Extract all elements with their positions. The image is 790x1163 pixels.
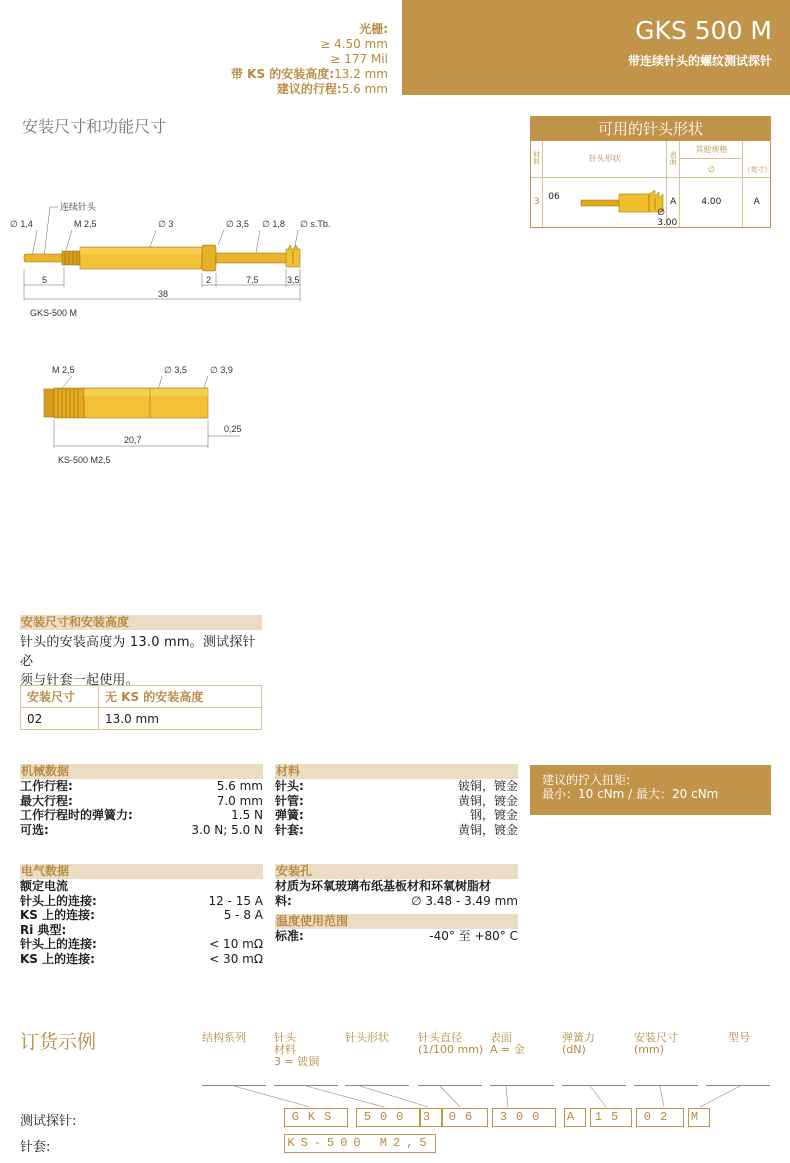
mat-k1: 针管:: [275, 793, 304, 808]
install-height-table: [20, 685, 262, 730]
sleeve-d3: ∅ 3,9: [210, 365, 233, 375]
elec-k3: KS 上的连接:: [20, 951, 95, 966]
col-shape: 针头形状: [543, 141, 667, 177]
sleeve-d1: M 2,5: [52, 365, 75, 375]
dim-d1: ∅ 1,4: [10, 219, 33, 229]
tip-dia-label: ∅ 3.00: [657, 207, 678, 228]
title-banner: [402, 0, 790, 95]
ht-height: 13.0 mm: [99, 708, 262, 730]
col-surface: 表面: [669, 150, 678, 165]
col-dia-unit: （英寸）: [743, 141, 770, 177]
mat-v0: 铍铜，镀金: [457, 779, 518, 793]
mech-v2: 1.5 N: [231, 808, 263, 822]
torque-line1: 建议的拧入扭矩:: [542, 773, 631, 787]
electrical-data: [20, 864, 263, 966]
dim-total: 38: [158, 289, 169, 299]
probe-order-label: 测试探针:: [20, 1114, 77, 1129]
sleeve-offset: 0,25: [224, 424, 242, 434]
materials-data: [275, 764, 518, 837]
install-heading: 安装尺寸和安装高度: [20, 615, 262, 630]
elec-k2: 针头上的连接:: [20, 937, 97, 951]
dim-d5: ∅ 1,8: [262, 219, 285, 229]
elec-k0: 针头上的连接:: [20, 893, 97, 908]
code-model: M: [688, 1108, 710, 1127]
dim-d3: ∅ 3: [158, 219, 174, 229]
dim-l4: 3,5: [287, 275, 300, 285]
sleeve-drawing: [30, 362, 260, 472]
travel-label: 建议的行程:: [276, 82, 342, 96]
ht-size: 02: [21, 708, 99, 730]
install-height-label: 带 KS 的安装高度:: [230, 67, 335, 81]
col-other: 其他规格: [680, 144, 742, 159]
code-series: GKS: [284, 1108, 348, 1127]
code-spring: 15: [590, 1108, 632, 1127]
mat-v2: 钢，镀金: [469, 808, 518, 822]
install-height-value: 13.2 mm: [334, 67, 388, 81]
elec-v3: < 30 mΩ: [209, 951, 263, 966]
sleeve-d2: ∅ 3,5: [164, 365, 187, 375]
probe-drawing: [0, 195, 330, 325]
col-dia: ∅: [707, 165, 715, 174]
temp-k: 标准:: [275, 929, 304, 943]
elec-k1: KS 上的连接:: [20, 908, 95, 922]
mech-k0: 工作行程:: [20, 779, 73, 793]
order-label-surface: 表面 A = 金: [490, 1031, 525, 1056]
temp-heading: 温度使用范围: [275, 914, 518, 929]
mechanical-heading: 机械数据: [20, 764, 263, 779]
install-desc-2: 须与针套一起使用。: [20, 673, 139, 688]
tip-styles-title: 可用的针头形状: [531, 117, 770, 141]
mech-v0: 5.6 mm: [216, 779, 263, 793]
mech-k3: 可选:: [20, 822, 49, 837]
dim-d4: ∅ 3,5: [226, 219, 249, 229]
tip-styles-table: [530, 116, 771, 228]
mount-k: 料:: [275, 893, 292, 908]
ht-head-size: 安装尺寸: [21, 686, 99, 708]
mech-v1: 7.0 mm: [216, 793, 263, 808]
dim-l3: 7,5: [246, 275, 259, 285]
mech-k1: 最大行程:: [20, 793, 73, 808]
dim-l2: 2: [206, 275, 212, 285]
mech-k2: 工作行程时的弹簧力:: [20, 808, 133, 822]
mount-v: ∅ 3.48 - 3.49 mm: [411, 893, 518, 908]
mounting-hole-data: [275, 864, 518, 944]
callout-label: 连续针头: [60, 202, 97, 212]
electrical-heading: 电气数据: [20, 864, 263, 879]
grid-mil: ≥ 177 Mil: [330, 52, 388, 66]
mat-v1: 黄铜，镀金: [457, 793, 518, 808]
dim-d6: ∅ s.Tb.: [300, 219, 330, 229]
mat-k0: 针头:: [275, 779, 304, 793]
dim-d2: M 2,5: [74, 219, 97, 229]
tip-surface: A: [666, 177, 679, 227]
tip-code: 06: [548, 191, 560, 202]
code-series-num: 500: [356, 1108, 420, 1127]
mat-k2: 弹簧:: [275, 808, 304, 822]
product-subtitle: 带连续针头的螺纹测试探针: [627, 54, 772, 68]
elec-v1: 5 - 8 A: [223, 908, 263, 922]
code-material: 3: [420, 1108, 442, 1127]
mat-k3: 针套:: [275, 822, 304, 837]
code-diameter: 300: [492, 1108, 556, 1127]
mat-v3: 黄铜，镀金: [457, 822, 518, 837]
order-label-spring: 弹簧力 (dN): [562, 1031, 595, 1056]
install-info: [20, 615, 262, 690]
elec-v2: < 10 mΩ: [209, 937, 263, 951]
order-label-model: 型号: [728, 1031, 750, 1044]
order-connectors: [0, 1085, 790, 1110]
sleeve-code: KS-500 M2,5: [284, 1134, 436, 1153]
elec-rated: 额定电流: [20, 879, 69, 893]
col-material: 材料: [532, 150, 541, 165]
code-size: 02: [636, 1108, 684, 1127]
code-surface: A: [564, 1108, 586, 1127]
product-title: GKS 500 M: [635, 16, 772, 45]
order-title: 订货示例: [20, 1031, 97, 1053]
travel-value: 5.6 mm: [341, 82, 388, 96]
mounting-heading: 安装孔: [275, 864, 518, 879]
materials-heading: 材料: [275, 764, 518, 779]
tip-other: A: [743, 177, 770, 227]
section-title: 安装尺寸和功能尺寸: [22, 117, 167, 136]
tip-dia: 4.00: [680, 177, 743, 227]
sleeve-label: KS-500 M2,5: [58, 455, 111, 465]
tip-material: 3: [531, 177, 543, 227]
sleeve-length: 20,7: [124, 435, 142, 445]
order-label-shape: 针头形状: [345, 1031, 389, 1044]
mechanical-data: [20, 764, 263, 837]
torque-line2: 最小：10 cNm / 最大：20 cNm: [542, 787, 719, 801]
order-label-series: 结构系列: [202, 1031, 246, 1044]
code-shape: 06: [442, 1108, 488, 1127]
temp-v: -40° 至 +80° C: [429, 929, 518, 943]
elec-ri: Ri 典型:: [20, 922, 67, 937]
probe-label: GKS-500 M: [30, 308, 78, 318]
tip-row: [531, 177, 770, 227]
order-label-diameter: 针头直径 (1/100 mm): [418, 1031, 484, 1056]
grid-label: 光栅:: [359, 22, 388, 36]
mech-v3: 3.0 N; 5.0 N: [191, 822, 263, 837]
torque-box: [530, 765, 771, 815]
sleeve-order-label: 针套:: [20, 1140, 51, 1155]
mount-line1: 材质为环氧玻璃布纸基板材和环氧树脂材: [275, 879, 492, 893]
ht-head-height: 无 KS 的安装高度: [99, 686, 262, 708]
order-label-size: 安装尺寸 (mm): [634, 1031, 678, 1056]
dim-l1: 5: [42, 275, 48, 285]
header-specs: [231, 22, 388, 97]
order-label-material: 针头 材料 3 = 铍铜: [274, 1031, 320, 1068]
install-desc-1: 针头的安装高度为 13.0 mm。测试探针必: [20, 635, 256, 669]
elec-v0: 12 - 15 A: [208, 893, 263, 908]
grid-mm: ≥ 4.50 mm: [320, 37, 388, 51]
